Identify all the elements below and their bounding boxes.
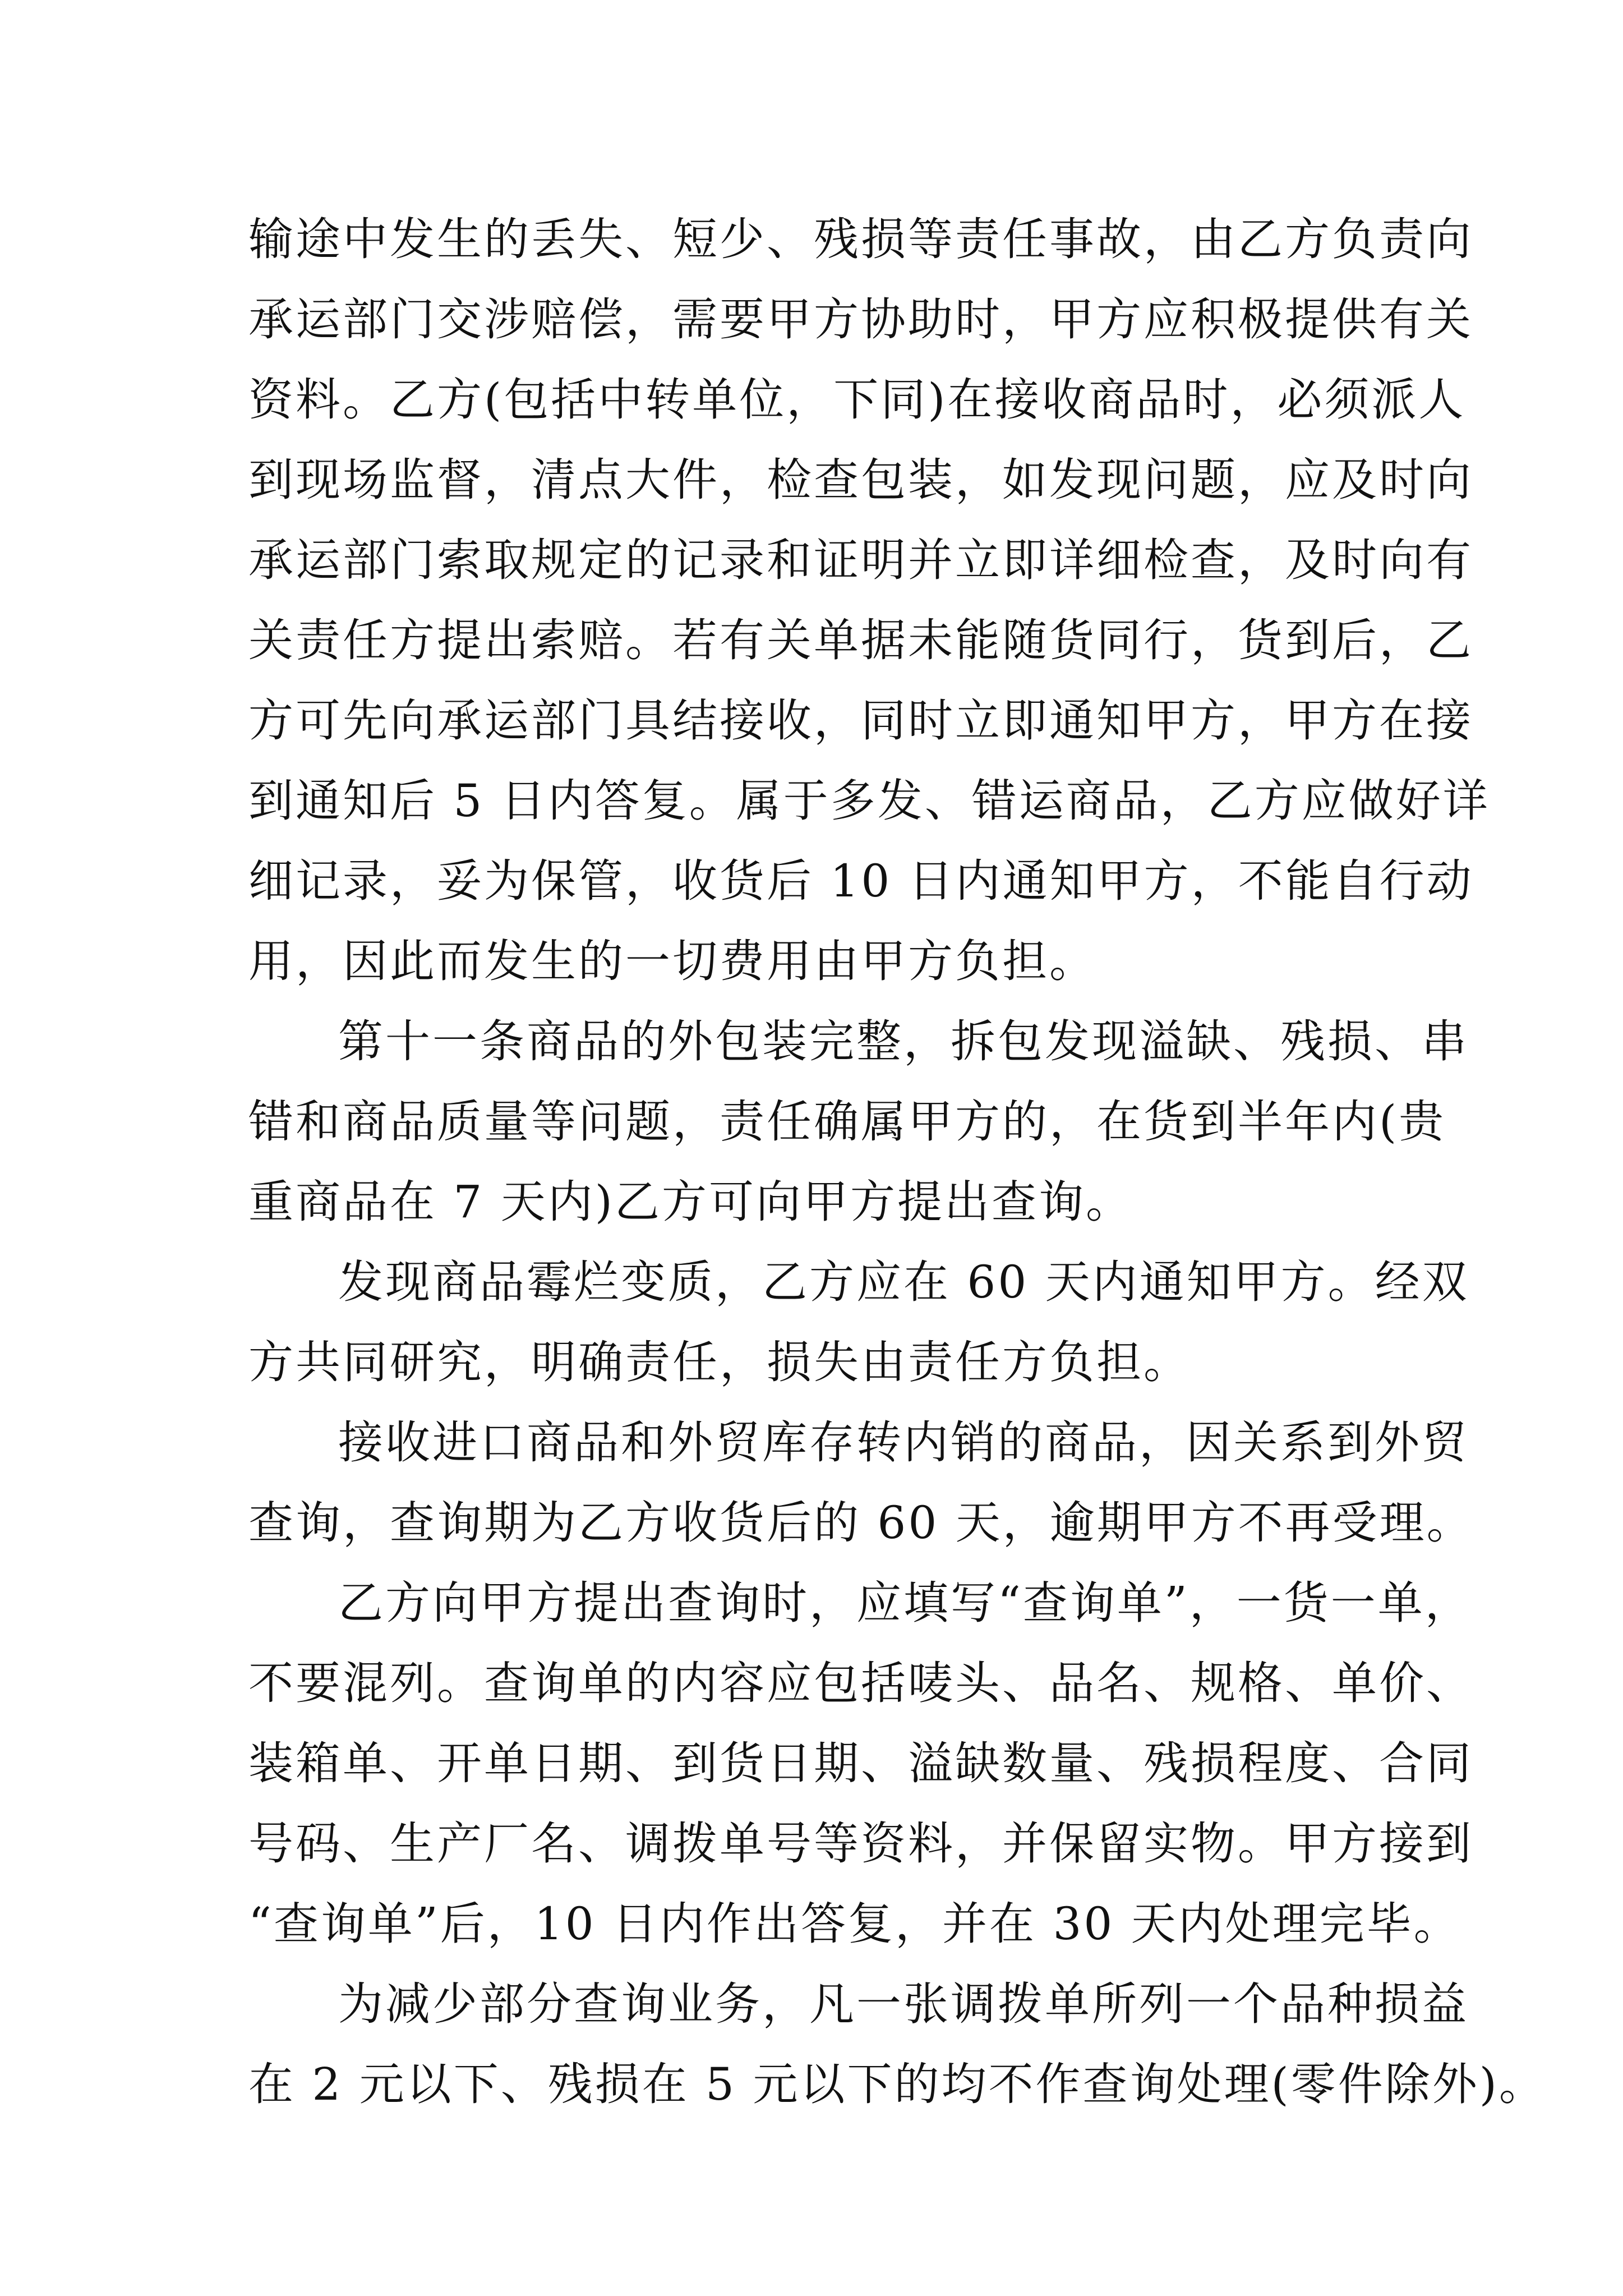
text-line: 细记录，妥为保管，收货后 10 日内通知甲方，不能自行动	[248, 855, 1474, 907]
text-line: 方可先向承运部门具结接收，同时立即通知甲方，甲方在接	[248, 694, 1473, 747]
document-body	[248, 199, 1546, 2124]
text-line: 号码、生产厂名、调拨单号等资料，并保留实物。甲方接到	[248, 1818, 1473, 1870]
text-line: 错和商品质量等问题，责任确属甲方的，在货到半年内(贵	[248, 1096, 1446, 1148]
text-line: 到通知后 5 日内答复。属于多发、错运商品，乙方应做好详	[248, 775, 1490, 827]
text-line: 不要混列。查询单的内容应包括唛头、品名、规格、单价、	[248, 1657, 1473, 1709]
text-line: 用，因此而发生的一切费用由甲方负担。	[248, 935, 1096, 987]
paragraph-start-line: 乙方向甲方提出查询时，应填写“查询单”，一货一单，	[338, 1577, 1472, 1629]
paragraph-start-line: 发现商品霉烂变质，乙方应在 60 天内通知甲方。经双	[338, 1256, 1469, 1308]
text-line: 到现场监督，清点大件，检查包装，如发现问题，应及时向	[248, 454, 1473, 506]
text-line: 装箱单、开单日期、到货日期、溢缺数量、残损程度、合同	[248, 1737, 1473, 1789]
text-line: 承运部门交涉赔偿，需要甲方协助时，甲方应积极提供有关	[248, 293, 1473, 346]
text-line: 关责任方提出索赔。若有关单据未能随货同行，货到后，乙	[248, 614, 1473, 666]
text-line: 方共同研究，明确责任，损失由责任方负担。	[248, 1336, 1191, 1388]
text-line: 查询，查询期为乙方收货后的 60 天，逾期甲方不再受理。	[248, 1497, 1474, 1549]
text-line: 输途中发生的丢失、短少、残损等责任事故，由乙方负责向	[248, 213, 1473, 265]
text-line: 承运部门索取规定的记录和证明并立即详细检查，及时向有	[248, 534, 1473, 586]
text-line: 重商品在 7 天内)乙方可向甲方提出查询。	[248, 1176, 1133, 1228]
paragraph-start-line: 接收进口商品和外贸库存转内销的商品，因关系到外贸	[338, 1416, 1469, 1469]
text-line: 在 2 元以下、残损在 5 元以下的均不作查询处理(零件除外)。	[248, 2058, 1546, 2110]
paragraph-start-line: 为减少部分查询业务，凡一张调拨单所列一个品种损益	[338, 1978, 1469, 2030]
text-line: 资料。乙方(包括中转单位，下同)在接收商品时，必须派人	[248, 374, 1466, 426]
paragraph-start-line: 第十一条商品的外包装完整，拆包发现溢缺、残损、串	[338, 1015, 1469, 1068]
text-line: “查询单”后，10 日内作出答复，并在 30 天内处理完毕。	[248, 1898, 1461, 1950]
